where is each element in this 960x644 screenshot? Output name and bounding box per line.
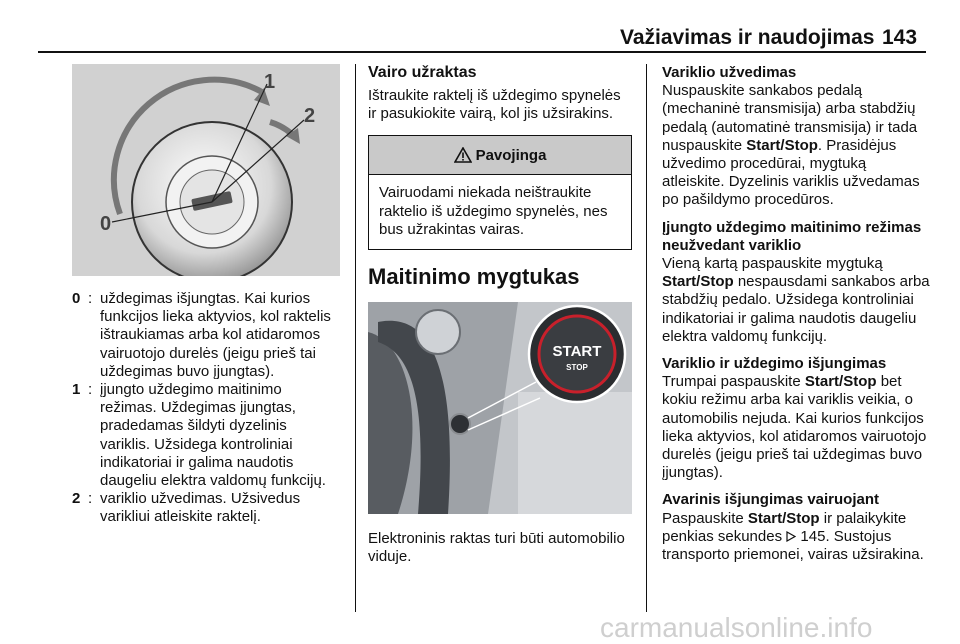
- position-description: uždegimas išjungtas. Kai kurios funkcijos lieka aktyvios, kol raktelis ištraukiamas arba kol atidaromos vairuotojo durelės (jeigu prieš tai uždegimas buvo įjungtas).: [100, 290, 331, 380]
- position-separator: :: [88, 490, 93, 508]
- figure-label-0: 0: [100, 213, 112, 235]
- warning-triangle-icon: [454, 147, 472, 163]
- power-mode-text: Vieną kartą paspauskite mygtuką Start/Stop nespausdami sankabos arba stabdžių pedalo. Užsidega kontroliniai indikatoriai ir galima naudotis daugeliu elektra valdomų funkcijų.: [662, 255, 930, 345]
- power-button-heading: Maitinimo mygtukas: [368, 264, 580, 290]
- engine-off-section: [662, 355, 930, 482]
- start-label: START: [552, 343, 602, 361]
- column-3: [662, 64, 930, 573]
- column-2: [368, 64, 632, 566]
- engine-off-heading: Variklio ir uždegimo išjungimas: [662, 355, 887, 373]
- stop-label: STOP: [566, 363, 588, 373]
- power-mode-heading: Įjungto uždegimo maitinimo režimas neužvedant variklio: [662, 218, 922, 254]
- emergency-off-section: [662, 491, 930, 564]
- header-rule: [38, 51, 926, 53]
- emergency-off-text: Paspauskite Start/Stop ir palaikykite penkias sekundes 145. Sustojus transporto priemonei, vairas užsirakina.: [662, 509, 924, 564]
- emergency-off-heading: Avarinis išjungimas vairuojant: [662, 491, 880, 509]
- warning-text: Vairuodami niekada neištraukite raktelio iš uždegimo spynelės, nes bus užrakintas vairas.: [379, 184, 608, 238]
- figure-label-1: 1: [264, 71, 276, 93]
- engine-start-text: Nuspauskite sankabos pedalą (mechaninė transmisija) arba stabdžių pedalą (automatinė transmisija) ir tada nuspauskite Start/Stop. Prasidėjus užvedimo procedūrai, mygtuką atleiskite. Dyzelinis variklis užvedamas po pašildymo procedūros.: [662, 82, 920, 209]
- list-item: [72, 490, 340, 526]
- position-separator: :: [88, 381, 93, 399]
- position-key: 1: [72, 381, 81, 399]
- power-mode-section: [662, 219, 930, 346]
- triangle-right-icon: [786, 531, 796, 542]
- warning-header: [369, 136, 631, 175]
- list-item: [72, 381, 340, 490]
- list-item: [72, 290, 340, 381]
- position-description: variklio užvedimas. Užsivedus varikliui atleiskite raktelį.: [100, 490, 301, 526]
- page-reference-link[interactable]: 145: [800, 527, 826, 545]
- engine-off-text: Trumpai paspauskite Start/Stop bet kokiu režimu arba kai variklis veikia, o automobilis nejuda. Kai kurios funkcijos lieka aktyvios, kol atidaromos vairuotojo durelės (jeigu prieš tai uždegimas buvo įjungtas).: [662, 373, 927, 482]
- column-divider-2: [646, 64, 647, 612]
- column-1: [72, 64, 340, 527]
- figure-label-2: 2: [304, 105, 316, 127]
- power-button-figure: [368, 302, 632, 514]
- warning-box: [368, 135, 632, 250]
- steering-lock-heading: Vairo užraktas: [368, 64, 477, 81]
- engine-start-section: [662, 64, 930, 210]
- watermark: carmanualsonline.info: [600, 612, 873, 643]
- ignition-figure: [72, 64, 340, 276]
- column-divider-1: [355, 64, 356, 612]
- position-key: 0: [72, 290, 81, 307]
- page-header-title: Važiavimas ir naudojimas: [620, 26, 875, 49]
- ignition-switch-illustration: [72, 64, 340, 276]
- power-button-caption: Elektroninis raktas turi būti automobilio viduje.: [368, 530, 625, 566]
- position-key: 2: [72, 490, 81, 508]
- steering-lock-text: Ištraukite raktelį iš uždegimo spynelės ir pasukiokite vairą, kol jis užsirakins.: [368, 87, 621, 123]
- warning-title: Pavojinga: [475, 146, 547, 164]
- ignition-positions-list: [72, 290, 340, 527]
- engine-start-heading: Variklio užvedimas: [662, 64, 797, 81]
- power-button-illustration: [368, 302, 632, 514]
- page-number: 143: [882, 26, 918, 49]
- position-separator: :: [88, 290, 93, 307]
- position-description: įjungto uždegimo maitinimo režimas. Uždegimas įjungtas, pradedamas šildyti dyzelinis variklis. Užsidega kontroliniai indikatoriai ir galima naudotis daugeliu elektra valdomų funkcijų.: [100, 381, 326, 490]
